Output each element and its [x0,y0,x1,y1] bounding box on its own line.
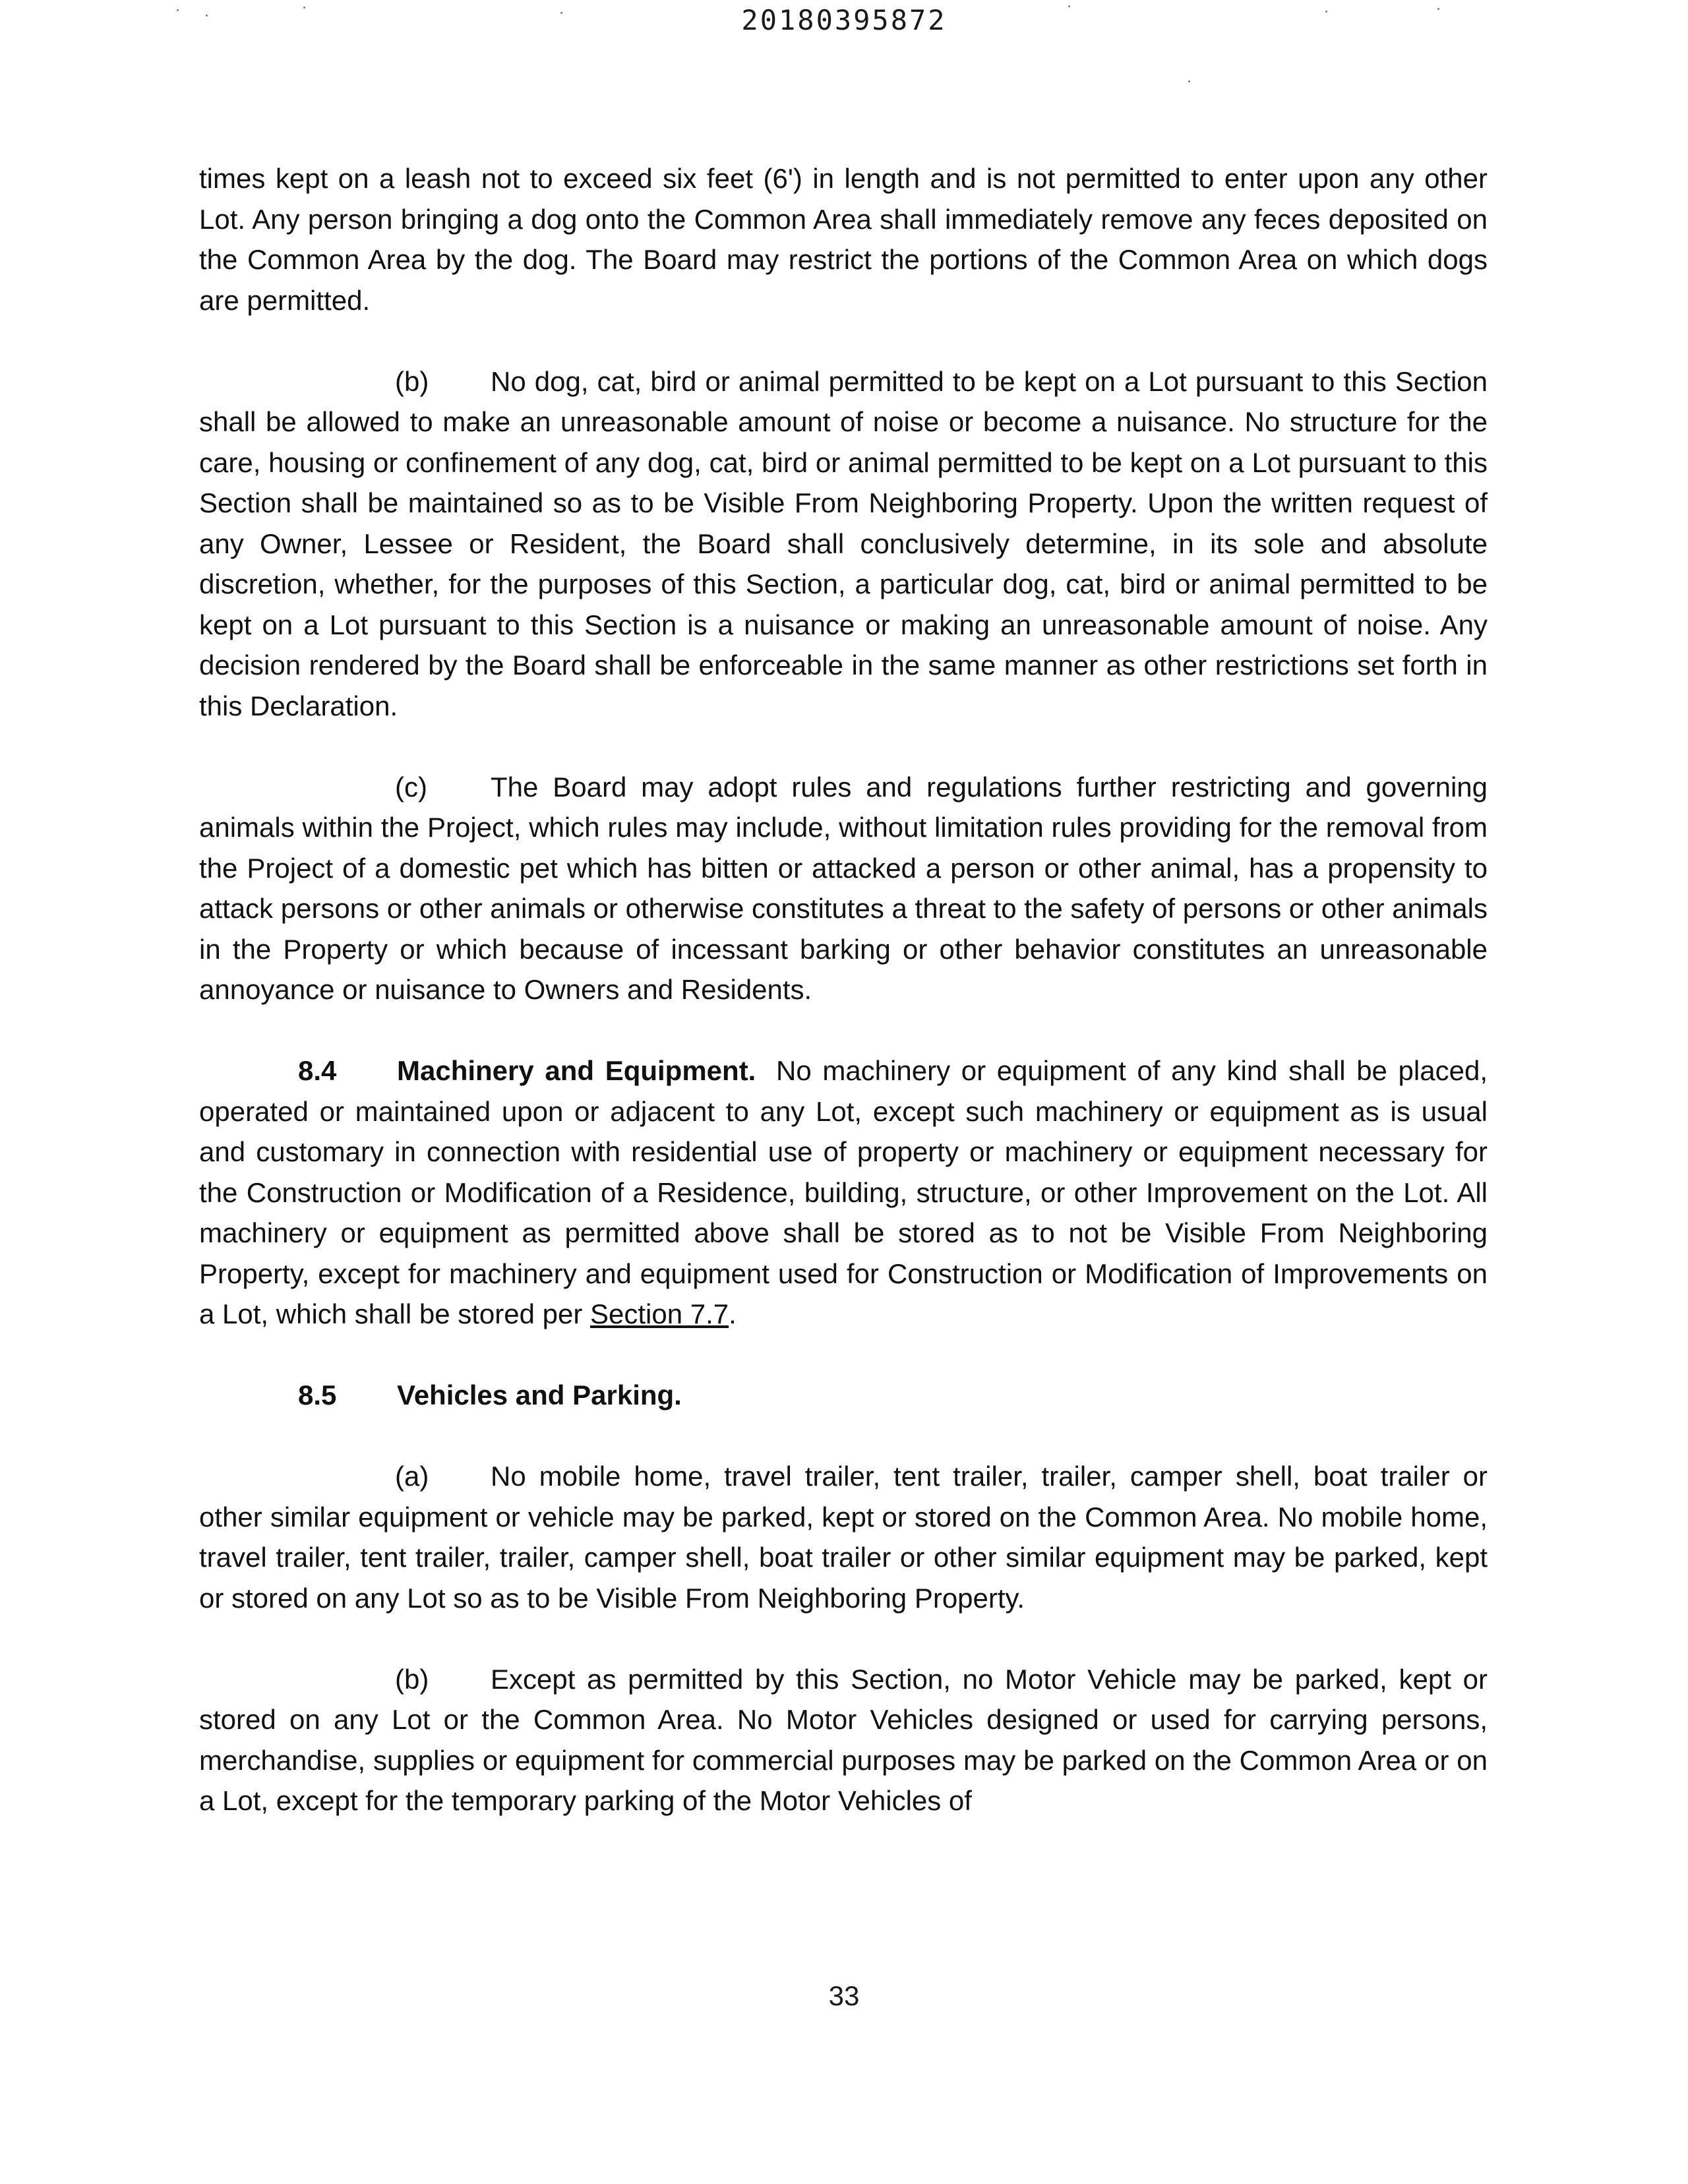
section-title: Vehicles and Parking. [397,1380,682,1410]
scan-speck [1325,11,1327,13]
document-number: 20180395872 [741,4,947,36]
scan-speck [177,9,179,11]
subsection-text: No mobile home, travel trailer, tent trailer, trailer, camper shell, boat trailer or other similar equipment or vehicle may be parked, kept or stored on the Common Area. No mobile home, travel trailer, tent trailer, trailer, camper shell, boat trailer or other similar equipment may be parked, kept or stored on any Lot so as to be Visible From Neighboring Property. [199,1461,1488,1614]
section-title: Machinery and Equipment. [397,1055,756,1086]
subsection-text: Except as permitted by this Section, no Motor Vehicle may be parked, kept or stored on any Lot or the Common Area. No Motor Vehicles designed or used for carrying persons, merchandise, supplies or equipment for commercial purposes may be parked on the Common Area or on a Lot, except for the temporary parking of the Motor Vehicles of [199,1663,1488,1816]
paragraph-text: times kept on a leash not to exceed six feet (6') in length and is not permitted to enter upon any other Lot. Any person bringing a dog onto the Common Area shall immediately remove any feces deposited on the Common Area by the dog. The Board may restrict the portions of the Common Area on which dogs are permitted. [199,163,1488,316]
subsection-c [199,767,1488,1010]
subsection-label: (a) [395,1461,429,1492]
scan-speck [560,12,562,14]
subsection-8-5-a [199,1456,1488,1618]
subsection-text: No dog, cat, bird or animal permitted to be kept on a Lot pursuant to this Section shall be allowed to make an unreasonable amount of noise or become a nuisance. No structure for the care, housing or confinement of any dog, cat, bird or animal permitted to be kept on a Lot pursuant to this Section shall be maintained so as to be Visible From Neighboring Property. Upon the written request of any Owner, Lessee or Resident, the Board shall conclusively determine, in its sole and absolute discretion, whether, for the purposes of this Section, a particular dog, cat, bird or animal permitted to be kept on a Lot pursuant to this Section is a nuisance or making an unreasonable amount of noise. Any decision rendered by the Board shall be enforceable in the same manner as other restrictions set forth in this Declaration. [199,365,1488,721]
section-reference-link[interactable]: Section 7.7 [590,1298,729,1329]
scan-speck [303,7,305,9]
scan-speck [1068,5,1070,7]
subsection-text: The Board may adopt rules and regulations further restricting and governing animals within the Project, which rules may include, without limitation rules providing for the removal from the Project of a domestic pet which has bitten or attacked a person or other animal, has a propensity to attack persons or other animals or otherwise constitutes a threat to the safety of persons or other animals in the Property or which because of incessant barking or other behavior constitutes an unreasonable annoyance or nuisance to Owners and Residents. [199,771,1488,1005]
section-8-4 [199,1050,1488,1335]
section-text-end: . [729,1298,737,1329]
scan-speck [1188,80,1190,82]
section-number: 8.5 [298,1380,337,1410]
section-text: No machinery or equipment of any kind shall be placed, operated or maintained upon or adjacent to any Lot, except such machinery or equipment as is usual and customary in connection with residential use of property or machinery or equipment necessary for the Construction or Modification of a Residence, building, structure, or other Improvement on the Lot. All machinery or equipment as permitted above shall be stored as to not be Visible From Neighboring Property, except for machinery and equipment used for Construction or Modification of Improvements on a Lot, which shall be stored per [199,1055,1488,1329]
section-8-5-heading [199,1375,1488,1416]
subsection-label: (b) [395,1663,429,1695]
section-number: 8.4 [298,1055,337,1086]
subsection-8-5-b [199,1659,1488,1821]
document-body [199,158,1488,1862]
subsection-b [199,361,1488,727]
scan-speck [1437,8,1439,10]
subsection-label: (b) [395,365,429,397]
subsection-label: (c) [395,771,427,803]
paragraph-continuation [199,158,1488,320]
scan-speck [206,15,208,16]
page-number: 33 [828,1980,860,2011]
